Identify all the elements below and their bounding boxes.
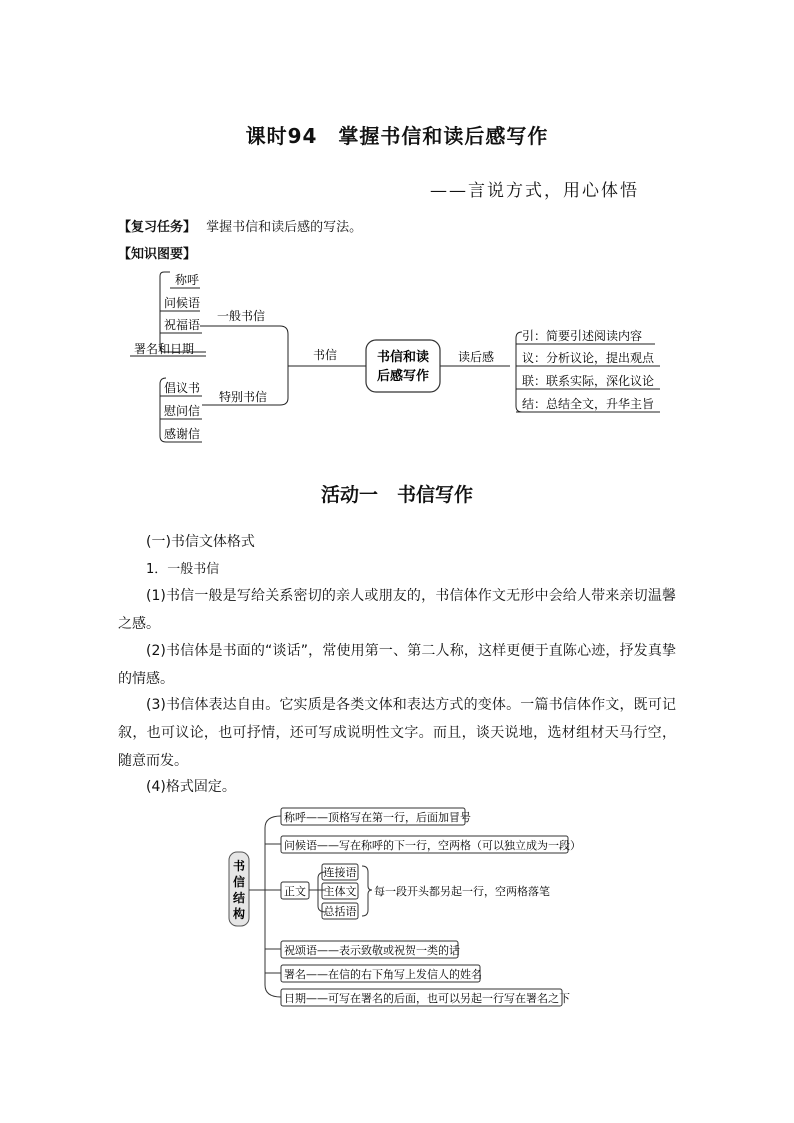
review-item: 议：分析议论，提出观点 <box>522 351 655 365</box>
branch-general-letter: 一般书信 <box>216 309 266 323</box>
structure-item: 署名——在信的右下角写上发信人的姓名 <box>284 968 482 981</box>
general-item: 称呼 <box>175 273 200 287</box>
general-item: 祝福语 <box>164 318 201 332</box>
branch-review: 读后感 <box>457 350 495 364</box>
special-item: 感谢信 <box>164 427 201 441</box>
mindmap-center-box <box>366 340 440 392</box>
body-note: 每一段开头都另起一行，空两格落笔 <box>374 885 550 898</box>
sub-heading-text: (一)书信文体格式 <box>146 534 255 550</box>
structure-root-char: 构 <box>232 907 246 921</box>
letter-structure-diagram <box>0 800 794 1015</box>
special-item: 慰问信 <box>164 404 201 418</box>
sub-heading <box>118 528 676 556</box>
review-item: 引：简要引述阅读内容 <box>522 329 643 343</box>
mindmap-center-line2: 后感写作 <box>376 369 430 384</box>
structure-item: 问候语——写在称呼的下一行，空两格（可以独立成为一段） <box>284 839 581 852</box>
body-part: 连接语 <box>323 866 357 879</box>
knowledge-map-label-text: 【知识图要】 <box>118 247 197 262</box>
paragraph-3: (3)书信体表达自由。它实质是各类文体和表达方式的变体。一篇书信体作文，既可记叙，也可议论，也可抒情，还可写成说明性文字。而且，谈天说地，选材组材天马行空，随意而发。 <box>118 697 676 769</box>
page-subtitle: ——言说方式，用心体悟 <box>430 181 639 201</box>
item-1-heading <box>118 556 676 584</box>
mindmap-center-line1: 书信和读 <box>376 350 430 365</box>
structure-root-char: 结 <box>232 891 246 905</box>
item-1-text: 1．一般书信 <box>146 562 220 577</box>
body-part: 主体文 <box>323 885 357 898</box>
structure-item: 日期——可写在署名的后面，也可以另起一行写在署名之下 <box>284 992 570 1005</box>
paragraph-1: (1)书信一般是写给关系密切的亲人或朋友的，书信体作文无形中会给人带来亲切温馨之感。 <box>118 588 676 632</box>
review-item: 联：联系实际，深化议论 <box>522 374 655 388</box>
review-item: 结：总结全文，升华主旨 <box>522 397 655 411</box>
structure-item: 正文 <box>284 885 306 898</box>
review-task <box>118 216 362 235</box>
body-part: 总括语 <box>323 905 357 918</box>
paragraph-4: (4)格式固定。 <box>146 779 236 795</box>
structure-root-char: 信 <box>232 875 246 889</box>
knowledge-mindmap <box>0 260 794 450</box>
paragraph-2: (2)书信体是书面的“谈话”，常使用第一、第二人称，这样更便于直陈心迹，抒发真挚的情感。 <box>118 643 676 687</box>
structure-root-char: 书 <box>232 859 246 873</box>
branch-letter: 书信 <box>312 348 338 362</box>
special-item: 倡议书 <box>164 381 201 395</box>
review-task-label: 【复习任务】 <box>118 220 197 235</box>
general-item: 问候语 <box>164 296 201 310</box>
general-item: 署名和日期 <box>134 342 195 356</box>
structure-item: 称呼——顶格写在第一行，后面加冒号 <box>284 811 471 824</box>
page-title: 课时94 掌握书信和读后感写作 <box>245 124 549 148</box>
branch-special-letter: 特别书信 <box>218 390 268 404</box>
review-task-text: 掌握书信和读后感的写法。 <box>206 220 363 235</box>
section-title: 活动一 书信写作 <box>320 484 473 506</box>
structure-item: 祝颂语——表示致敬或祝贺一类的话 <box>284 944 460 957</box>
